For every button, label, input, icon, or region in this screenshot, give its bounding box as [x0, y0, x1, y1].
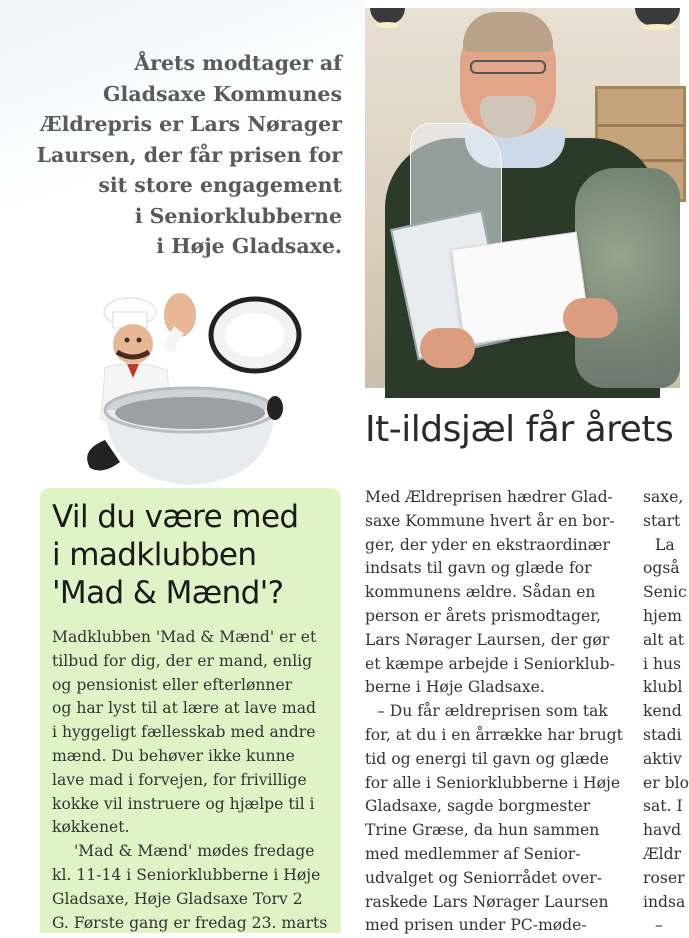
text-line: tilbud for dig, der er mand, enlig	[52, 651, 313, 670]
text-line: 'Mad & Mænd' mødes fredage	[74, 842, 315, 861]
text-line: saxe Kommune hvert år en bor-	[365, 511, 615, 530]
text-line: stadi	[643, 725, 682, 744]
text-line: med prisen under PC-møde-	[365, 916, 587, 935]
madklub-paragraph	[52, 626, 337, 840]
article-column-1	[365, 486, 627, 938]
award-photo	[365, 8, 680, 388]
text-line: Trine Græse, da hun sammen	[365, 821, 600, 840]
text-line: – Du får ældreprisen som tak	[377, 702, 608, 721]
hand	[420, 328, 475, 368]
text-line: hjem	[643, 606, 682, 625]
text-line: indsats til gavn og glæde for	[365, 559, 592, 578]
text-line: G. Første gang er fredag 23. marts	[52, 913, 328, 932]
text-line: roser	[643, 868, 685, 887]
text-line: kend	[643, 702, 682, 721]
chef-pot-illustration	[75, 290, 315, 490]
intro-line: i Seniorklubberne	[134, 203, 342, 228]
title-line: i madklubben	[52, 537, 257, 573]
text-line: berne i Høje Gladsaxe.	[365, 678, 545, 697]
madklub-box	[40, 488, 341, 933]
intro-line: Ældrepris er Lars Nørager	[40, 112, 342, 136]
text-line: i hyggeligt fællesskab med andre	[52, 723, 316, 742]
gift-bouquet	[575, 168, 680, 388]
text-line: og pensionist eller efterlønner	[52, 675, 293, 694]
text-line: for alle i Seniorklubberne i Høje	[365, 773, 621, 792]
text-line: i hus	[643, 654, 682, 673]
text-line: med medlemmer af Senior-	[365, 844, 581, 863]
glasses	[470, 60, 546, 74]
text-line: og har lyst til at lære at lave mad	[52, 699, 316, 718]
article-paragraph	[365, 700, 627, 938]
person-hair	[463, 12, 553, 52]
text-line: havd	[643, 821, 682, 840]
hand	[563, 298, 618, 338]
madklub-body	[52, 626, 337, 935]
text-line: kommunens ældre. Sådan en	[365, 583, 596, 602]
text-line: et kæmpe arbejde i Seniorklub-	[365, 654, 615, 673]
text-line: udvalget og Seniorrådet over-	[365, 868, 602, 887]
text-line: for, at du i en årrække har brugt	[365, 725, 623, 744]
ceiling-lamp	[370, 8, 405, 24]
text-line: Ældr	[643, 844, 682, 863]
text-line: klubl	[643, 678, 683, 697]
text-line: sat. I	[643, 797, 683, 816]
text-line: Madklubben 'Mad & Mænd' er et	[52, 628, 317, 646]
intro-text	[20, 48, 342, 262]
madklub-paragraph	[52, 840, 337, 935]
text-line: La	[655, 535, 675, 554]
text-line: kl. 11-14 i Seniorklubberne i Høje	[52, 865, 321, 884]
intro-line: Gladsaxe Kommunes	[103, 81, 342, 106]
text-line: Senic	[643, 583, 687, 602]
text-line: tid og energi til gavn og glæde	[365, 749, 609, 768]
intro-line: i Høje Gladsaxe.	[156, 234, 342, 258]
text-line: også	[643, 559, 680, 578]
text-line: mænd. Du behøver ikke kunne	[52, 746, 295, 765]
text-line: Med Ældreprisen hædrer Glad-	[365, 488, 613, 506]
text-line: ger, der yder en ekstraordinær	[365, 535, 610, 554]
title-line: 'Mad & Mænd'?	[52, 575, 284, 611]
text-line: aktiv	[643, 749, 682, 768]
intro-line: Laursen, der får prisen for	[36, 142, 342, 167]
text-line: Gladsaxe, sagde borgmester	[365, 797, 591, 816]
article-headline: It-ildsjæl får årets	[365, 409, 674, 450]
text-line: køkkenet.	[52, 818, 130, 837]
text-line: –	[655, 916, 663, 935]
intro-line: Årets modtager af	[134, 51, 342, 75]
text-line: saxe,	[643, 488, 684, 506]
ceiling-lamp	[635, 8, 680, 26]
text-line: Lars Nørager Laursen, der gør	[365, 630, 610, 649]
text-line: lave mad i forvejen, for frivillige	[52, 770, 307, 789]
text-line: Gladsaxe, Høje Gladsaxe Torv 2	[52, 889, 303, 908]
text-line: kokke vil instruere og hjælpe til i	[52, 794, 315, 813]
article-column-2	[643, 486, 689, 938]
text-line: alt at	[643, 630, 685, 649]
text-line: person er årets prismodtager,	[365, 606, 601, 625]
text-line: start	[643, 511, 681, 530]
text-line: raskede Lars Nørager Laursen	[365, 892, 609, 911]
text-line: er blo	[643, 773, 689, 792]
title-line: Vil du være med	[52, 499, 299, 535]
article-paragraph	[365, 486, 627, 700]
text-line: indsa	[643, 892, 686, 911]
madklub-title	[52, 498, 337, 612]
intro-line: sit store engagement	[98, 173, 342, 197]
